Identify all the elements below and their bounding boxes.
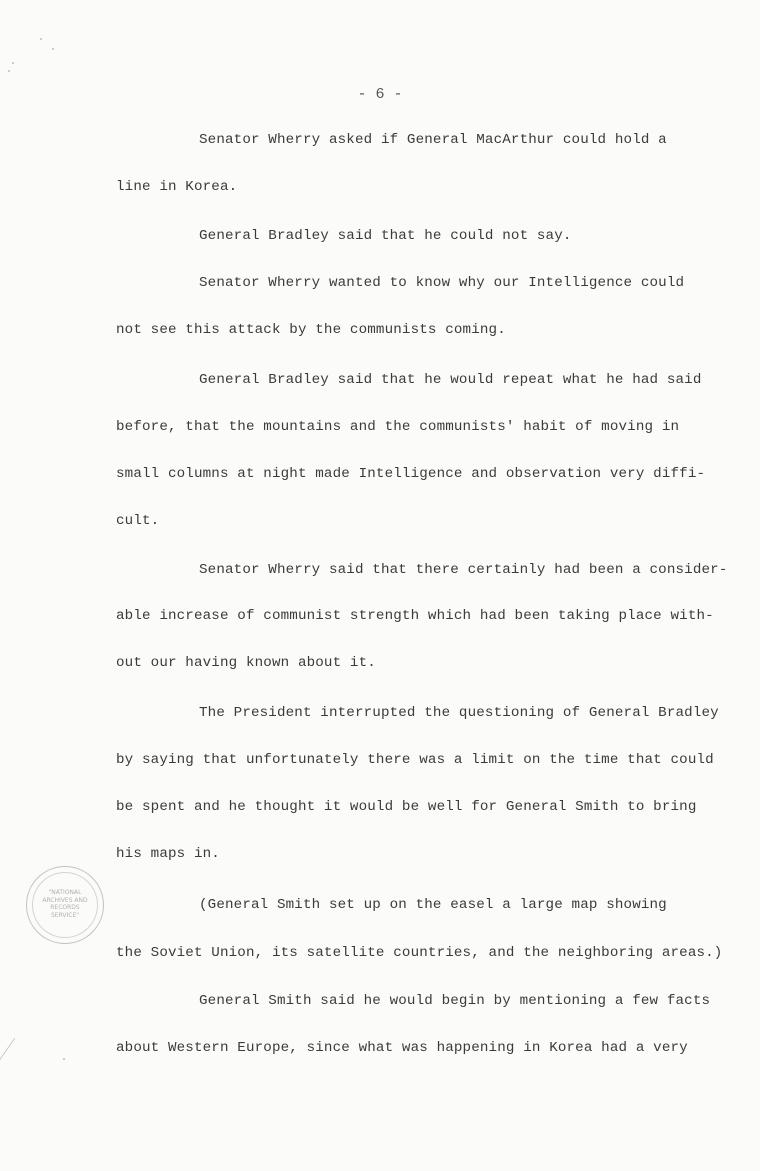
text-line: out our having known about it.	[116, 655, 376, 671]
text-line: General Smith said he would begin by mentioning a few facts	[199, 993, 711, 1009]
text-line: by saying that unfortunately there was a limit on the time that could	[116, 752, 714, 768]
stamp-line: "NATIONAL	[48, 889, 82, 896]
text-line: able increase of communist strength which had been taking place with-	[116, 608, 714, 624]
text-line: about Western Europe, since what was happening in Korea had a very	[116, 1040, 688, 1056]
text-line: Senator Wherry wanted to know why our Intelligence could	[199, 275, 685, 291]
paper-speck	[40, 38, 42, 40]
text-line: his maps in.	[116, 846, 220, 862]
text-line: be spent and he thought it would be well for General Smith to bring	[116, 799, 697, 815]
text-line: Senator Wherry said that there certainly had been a consider-	[199, 562, 728, 578]
paper-speck	[12, 62, 14, 64]
stamp-line: SERVICE"	[50, 911, 80, 919]
text-line: not see this attack by the communists coming.	[116, 322, 506, 338]
text-line: General Bradley said that he could not say.	[199, 228, 572, 244]
stamp-line: ARCHIVES AND	[42, 896, 88, 904]
stamp-line: RECORDS	[50, 904, 80, 911]
text-line: before, that the mountains and the communists' habit of moving in	[116, 419, 680, 435]
text-line: Senator Wherry asked if General MacArthur could hold a	[199, 132, 667, 148]
text-line: the Soviet Union, its satellite countries, and the neighboring areas.)	[116, 945, 723, 961]
paper-speck	[8, 70, 10, 72]
paper-mark	[0, 1038, 15, 1068]
paper-speck	[52, 48, 54, 50]
text-line: line in Korea.	[116, 179, 238, 195]
paper-speck	[63, 1058, 65, 1060]
archive-stamp-text	[27, 889, 103, 919]
text-line: General Bradley said that he would repeat what he had said	[199, 372, 702, 388]
archive-stamp	[26, 866, 104, 944]
page-number: - 6 -	[357, 86, 403, 103]
text-line: (General Smith set up on the easel a large map showing	[199, 897, 667, 913]
text-line: cult.	[116, 513, 160, 529]
text-line: small columns at night made Intelligence and observation very diffi-	[116, 466, 706, 482]
text-line: The President interrupted the questioning of General Bradley	[199, 705, 719, 721]
